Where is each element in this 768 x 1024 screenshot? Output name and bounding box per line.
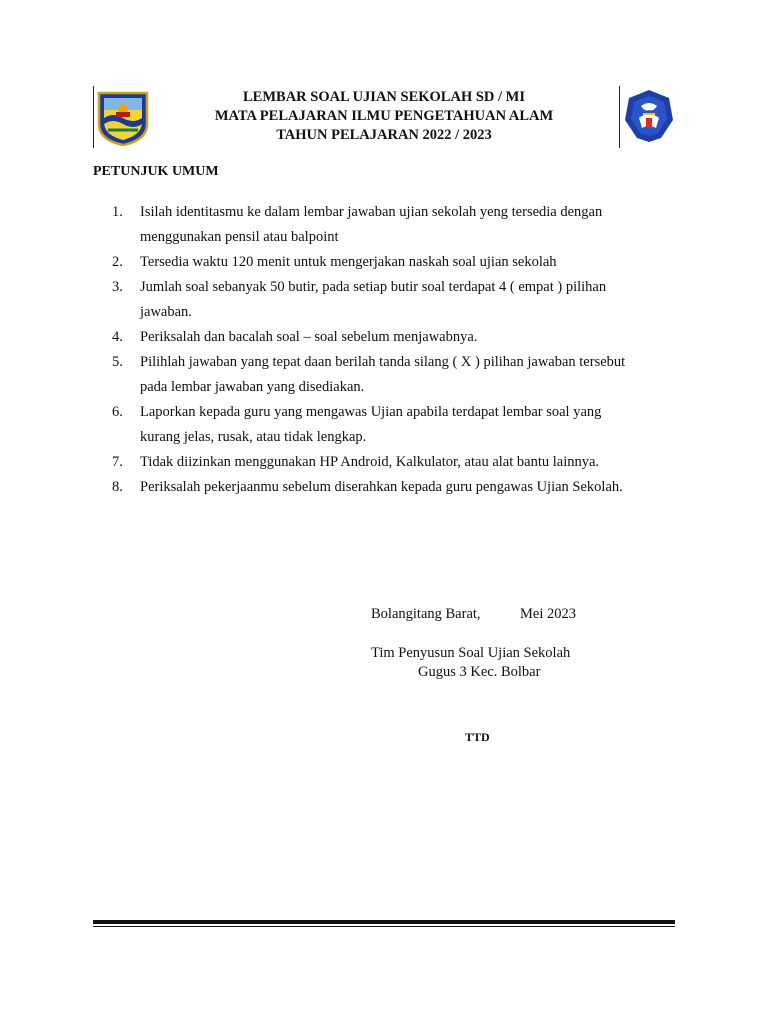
item-number: 3. (112, 279, 123, 295)
signature-place: Bolangitang Barat, (371, 606, 481, 622)
signature-group: Gugus 3 Kec. Bolbar (418, 664, 541, 680)
list-item (110, 200, 670, 250)
list-item (110, 450, 670, 475)
section-title: PETUNJUK UMUM (93, 164, 219, 179)
item-text-line: pada lembar jawaban yang disediakan. (140, 379, 365, 395)
signature-ttd: TTD (465, 730, 490, 744)
header-title-line2: MATA PELAJARAN ILMU PENGETAHUAN ALAM (214, 108, 554, 124)
item-text-line: Periksalah dan bacalah soal – soal sebelum menjawabnya. (140, 329, 478, 345)
list-item (110, 350, 670, 400)
list-item (110, 475, 670, 500)
list-item (110, 400, 670, 450)
header-title-line3: TAHUN PELAJARAN 2022 / 2023 (276, 127, 492, 143)
item-text-line: Tersedia waktu 120 menit untuk mengerjakan naskah soal ujian sekolah (140, 254, 557, 270)
signature-date: Mei 2023 (520, 606, 576, 622)
left-logo-divider (93, 86, 94, 148)
item-text-line: Laporkan kepada guru yang mengawas Ujian apabila terdapat lembar soal yang (140, 404, 602, 420)
list-item (110, 275, 670, 325)
instructions-list (110, 200, 670, 500)
footer-rule-thin (93, 926, 675, 927)
item-text-line: Pilihlah jawaban yang tepat daan berilah tanda silang ( X ) pilihan jawaban tersebut (140, 354, 626, 370)
item-number: 8. (112, 479, 123, 495)
tut-wuri-handayani-logo (623, 88, 675, 144)
list-item (110, 325, 670, 350)
item-text-line: Tidak diizinkan menggunakan HP Android, Kalkulator, atau alat bantu lainnya. (140, 454, 600, 470)
item-number: 4. (112, 329, 123, 345)
item-text-line: Jumlah soal sebanyak 50 butir, pada setiap butir soal terdapat 4 ( empat ) pilihan (140, 279, 607, 295)
item-text-line: kurang jelas, rusak, atau tidak lengkap. (140, 429, 367, 445)
item-text-line: jawaban. (140, 304, 192, 320)
item-number: 5. (112, 354, 123, 370)
item-text-line: menggunakan pensil atau balpoint (140, 229, 339, 245)
item-number: 2. (112, 254, 123, 270)
item-text-line: Periksalah pekerjaanmu sebelum diserahkan kepada guru pengawas Ujian Sekolah. (140, 479, 623, 495)
signature-team: Tim Penyusun Soal Ujian Sekolah (371, 645, 571, 661)
item-number: 1. (112, 204, 123, 220)
footer-rule-thick (93, 920, 675, 924)
header-title-line1: LEMBAR SOAL UJIAN SEKOLAH SD / MI (243, 89, 525, 105)
right-logo-divider (619, 86, 620, 148)
item-number: 6. (112, 404, 123, 420)
list-item (110, 250, 670, 275)
item-number: 7. (112, 454, 123, 470)
item-text-line: Isilah identitasmu ke dalam lembar jawaban ujian sekolah yeng tersedia dengan (140, 204, 603, 220)
regional-emblem-logo (96, 90, 150, 146)
